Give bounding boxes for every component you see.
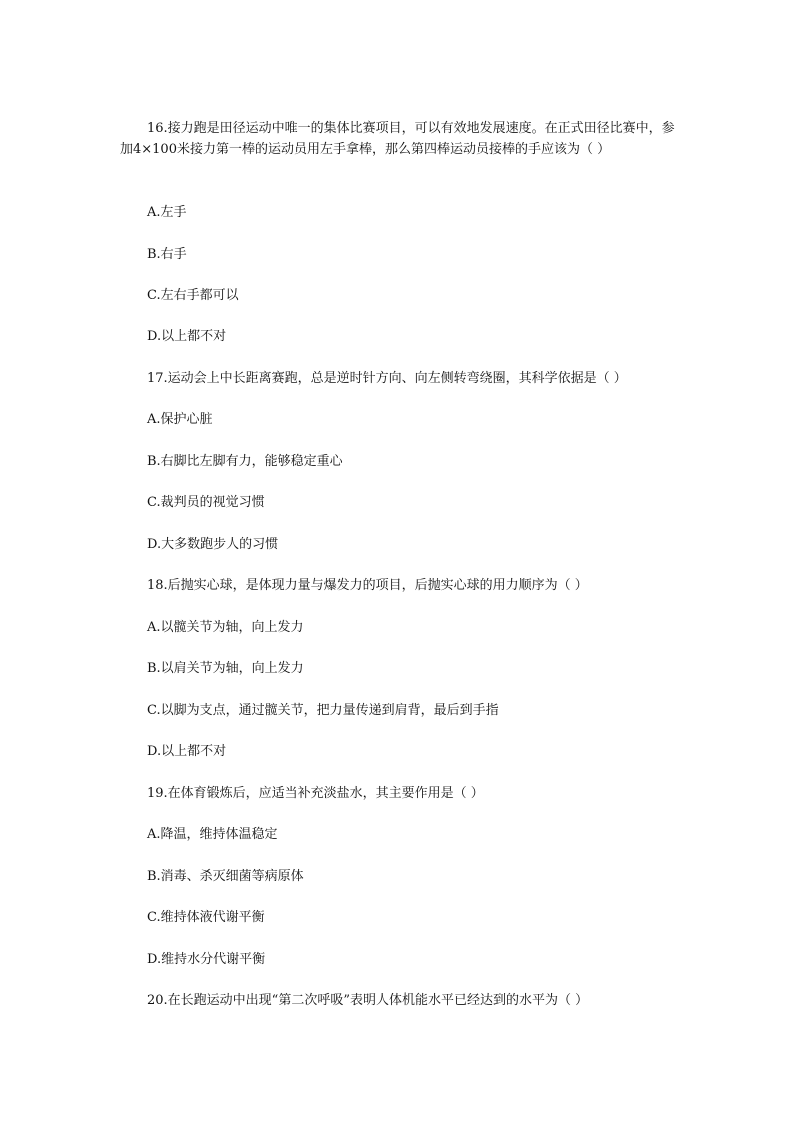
question-16-option-a: A.左手: [147, 205, 187, 220]
question-18-option-b: B.以肩关节为轴，向上发力: [147, 661, 304, 676]
question-17-option-a: A.保护心脏: [147, 412, 213, 427]
question-19-option-a: A.降温，维持体温稳定: [147, 827, 278, 842]
question-19-option-b: B.消毒、杀灭细菌等病原体: [147, 869, 304, 884]
question-16-stem: 16.接力跑是田径运动中唯一的集体比赛项目，可以有效地发展速度。在正式田径比赛中，参加4×100米接力第一棒的运动员用左手拿棒，那么第四棒运动员接棒的手应该为（ ）: [120, 121, 675, 157]
question-18-option-a: A.以髋关节为轴，向上发力: [147, 620, 304, 635]
question-18-stem: 18.后抛实心球，是体现力量与爆发力的项目，后抛实心球的用力顺序为（ ）: [147, 578, 588, 593]
question-18-option-c: C.以脚为支点，通过髋关节，把力量传递到肩背，最后到手指: [147, 703, 499, 718]
question-16-option-c: C.左右手都可以: [147, 288, 239, 303]
question-19-option-c: C.维持体液代谢平衡: [147, 910, 265, 925]
question-17-stem: 17.运动会上中长距离赛跑，总是逆时针方向、向左侧转弯绕圈，其科学依据是（ ）: [147, 371, 627, 386]
question-17-option-b: B.右脚比左脚有力，能够稳定重心: [147, 454, 343, 469]
question-19-option-d: D.维持水分代谢平衡: [147, 952, 266, 967]
question-17-option-c: C.裁判员的视觉习惯: [147, 495, 265, 510]
question-19-stem: 19.在体育锻炼后，应适当补充淡盐水，其主要作用是（ ）: [147, 786, 484, 801]
question-20-stem: 20.在长跑运动中出现“第二次呼吸”表明人体机能水平已经达到的水平为（ ）: [147, 993, 589, 1008]
question-18-option-d: D.以上都不对: [147, 744, 227, 759]
question-16-option-d: D.以上都不对: [147, 329, 227, 344]
question-16-option-b: B.右手: [147, 247, 187, 262]
question-17-option-d: D.大多数跑步人的习惯: [147, 537, 279, 552]
